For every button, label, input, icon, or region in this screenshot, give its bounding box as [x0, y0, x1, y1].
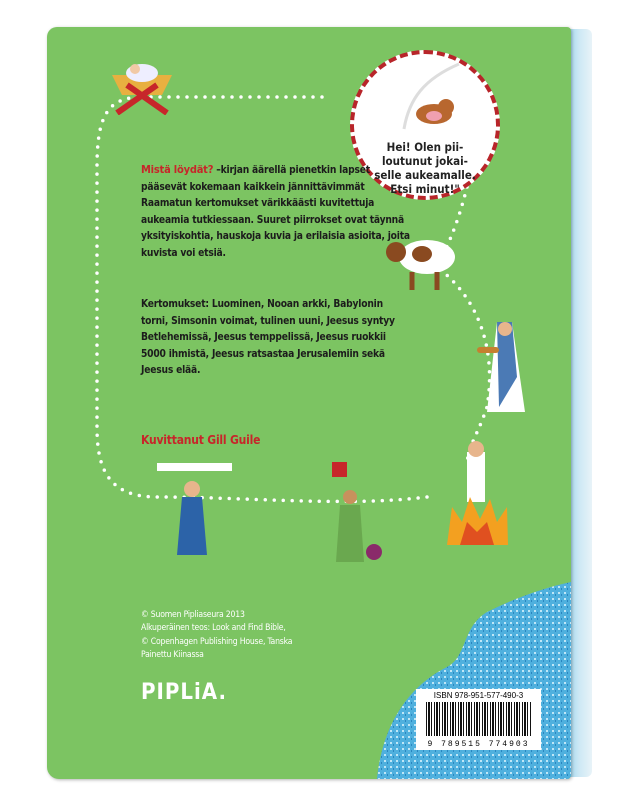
intro-highlight: Mistä löydät? — [141, 163, 214, 176]
stories-paragraph: Kertomukset: Luominen, Nooan arkki, Babylonin torni, Simsonin voimat, tulinen uuni, Jeesus syntyy Betlehemissä, Jeesus temppelissä, Jeesus ruokkii 5000 ihmistä, Jeesus ratsastaa Jerusalemiin sekä Jeesus elää. — [141, 299, 395, 376]
bubble-line: selle aukeamalle. — [374, 168, 476, 182]
barcode-number: 9 789515 774903 — [427, 740, 530, 749]
publisher-logo: PIPLiA. — [141, 680, 227, 705]
isbn-text: ISBN 978-951-577-490-3 — [433, 691, 524, 700]
credit-line: © Suomen Pipliaseura 2013 — [141, 610, 245, 620]
monkey-icon — [384, 59, 474, 139]
barcode-bars — [426, 702, 531, 736]
manger-illustration — [107, 55, 177, 115]
credit-line: Painettu Kiinassa — [141, 649, 204, 660]
bubble-line: loutunut jokai- — [382, 154, 468, 168]
potter-illustration — [322, 457, 392, 567]
illustrator-credit: Kuvittanut Gill Guile — [141, 433, 261, 447]
bubble-line: Etsi minut!" — [390, 182, 460, 196]
credit-line: Alkuperäinen teos: Look and Find Bible, — [141, 623, 286, 634]
book-back-cover — [47, 27, 571, 779]
copyright-credits — [141, 609, 292, 662]
fire-illustration — [442, 437, 512, 547]
jesus-illustration — [477, 317, 527, 417]
barcode-label — [416, 689, 541, 750]
credit-line: © Copenhagen Publishing House, Tanska — [141, 636, 293, 647]
intro-body: –kirjan äärellä pienetkin lapset pääsevät kokemaan kaikkein jännittävimmät Raamatun kertomukset värikkäästi kuvitettuja aukeamia tutkiessaan. Suuret piirrokset ovat täynnä yksityiskohtia, hauskoja kuvia ja erilaisia asioita, joita kuvista voi etsiä. — [141, 165, 410, 259]
intro-paragraph — [141, 162, 411, 262]
samson-illustration — [157, 457, 232, 557]
bubble-line: Hei! Olen pii- — [386, 140, 464, 154]
